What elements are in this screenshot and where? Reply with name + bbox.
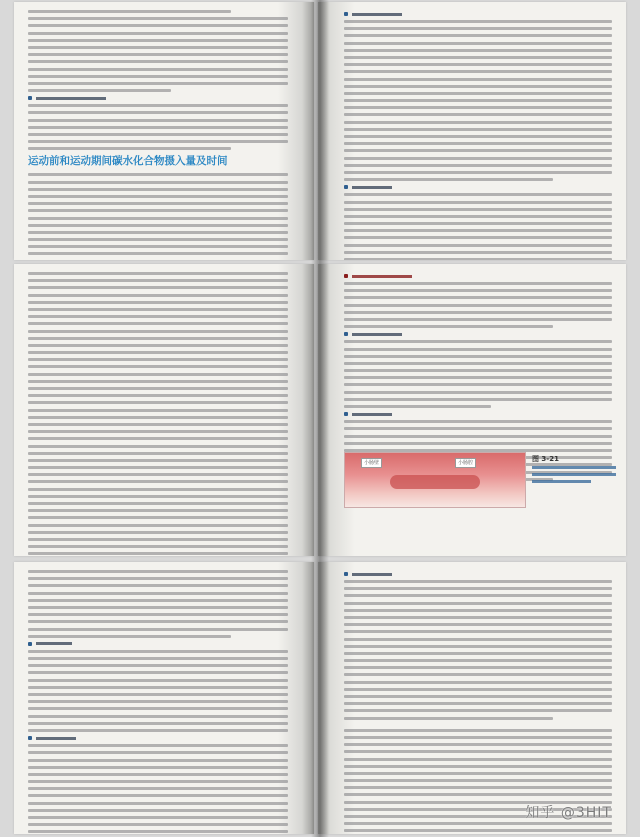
page-top-right	[318, 2, 626, 260]
intestine-figure	[344, 452, 526, 508]
subheading	[28, 96, 288, 100]
page-middle-right	[318, 264, 626, 556]
figure-number: 图 3-21	[532, 455, 559, 463]
page-middle-left	[14, 264, 314, 556]
figure-label: 小肠壁	[361, 458, 382, 468]
figure-label: 小肠腔	[455, 458, 476, 468]
section-heading: 运动前和运动期间碳水化合物摄入量及时间	[28, 155, 228, 168]
page-bottom-left	[14, 562, 314, 834]
page-bottom-right	[318, 562, 626, 834]
watermark: 知乎 @3HIT	[525, 805, 612, 821]
figure-caption	[532, 454, 616, 487]
page-top-left	[14, 2, 314, 260]
